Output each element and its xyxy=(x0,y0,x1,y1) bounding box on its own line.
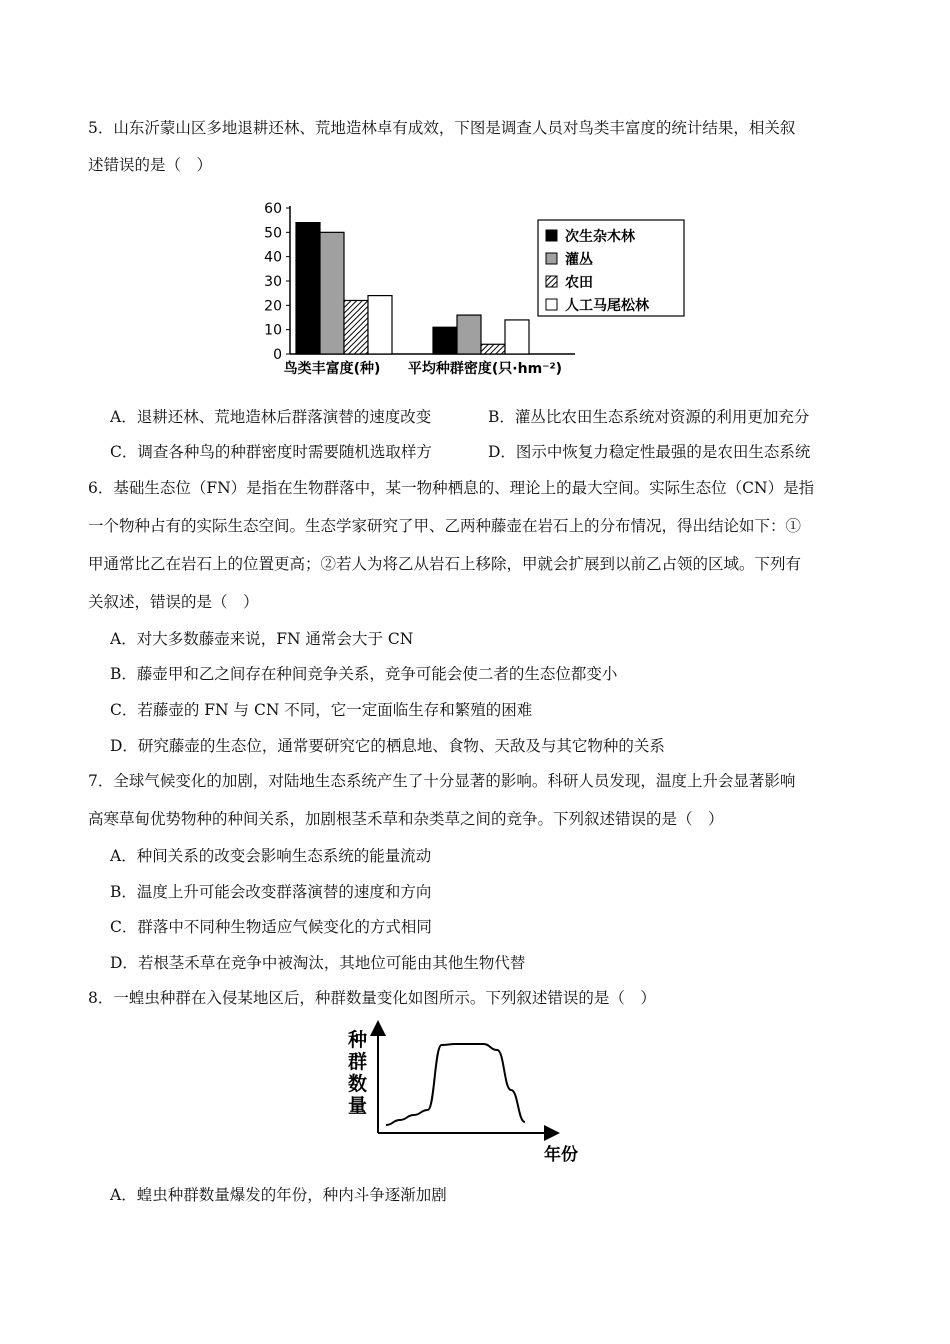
bird-richness-bar-chart xyxy=(240,196,700,381)
q7-option-d[interactable]: D．若根茎禾草在竞争中被淘汰，其地位可能由其他生物代替 xyxy=(110,954,526,972)
bar-chart-y-tick-label: 60 xyxy=(264,201,282,217)
bar-chart-x-labels xyxy=(284,360,563,377)
q5-option-b[interactable]: B．灌丛比农田生态系统对资源的利用更加充分 xyxy=(488,408,810,426)
bar-chart-legend xyxy=(538,220,684,316)
legend-swatch-次生杂木林 xyxy=(546,230,557,241)
q5-option-a[interactable]: A．退耕还林、荒地造林后群落演替的速度改变 xyxy=(110,408,432,426)
locust-population-line-chart xyxy=(340,1020,600,1170)
line-chart-y-label-char: 量 xyxy=(348,1095,368,1117)
legend-swatch-农田 xyxy=(546,276,557,287)
bar-次生杂木林-1 xyxy=(433,327,457,354)
bar-人工马尾松林-1 xyxy=(505,320,529,354)
q6-stem-line3: 甲通常比乙在岩石上的位置更高；②若人为将乙从岩石上移除，甲就会扩展到以前乙占领的区域。下列有 xyxy=(88,555,802,573)
bar-chart-x-label: 鸟类丰富度(种) xyxy=(283,361,381,377)
line-chart-x-label: 年份 xyxy=(544,1145,578,1165)
bar-chart-y-ticks xyxy=(264,201,290,363)
bar-chart-bars xyxy=(296,223,529,354)
line-chart-series-line xyxy=(386,1044,525,1125)
q7-option-c[interactable]: C．群落中不同种生物适应气候变化的方式相同 xyxy=(110,918,432,936)
q6-option-b[interactable]: B．藤壶甲和乙之间存在种间竞争关系，竞争可能会使二者的生态位都变小 xyxy=(110,665,618,683)
bar-chart-y-tick-label: 50 xyxy=(264,225,282,242)
q6-option-d[interactable]: D．研究藤壶的生态位，通常要研究它的栖息地、食物、天敌及与其它物种的关系 xyxy=(110,737,665,755)
q8-option-a[interactable]: A．蝗虫种群数量爆发的年份，种内斗争逐渐加剧 xyxy=(110,1186,447,1204)
q7-option-a[interactable]: A．种间关系的改变会影响生态系统的能量流动 xyxy=(110,847,432,865)
legend-swatch-人工马尾松林 xyxy=(546,299,557,310)
bar-农田-1 xyxy=(481,344,505,354)
legend-label-人工马尾松林: 人工马尾松林 xyxy=(565,298,649,314)
legend-label-次生杂木林: 次生杂木林 xyxy=(565,229,635,245)
legend-swatch-灌丛 xyxy=(546,253,557,264)
q5-stem-line2: 述错误的是（ ） xyxy=(88,156,213,174)
bar-次生杂木林-0 xyxy=(296,223,320,354)
q5-option-c[interactable]: C．调查各种鸟的种群密度时需要随机选取样方 xyxy=(110,443,432,461)
line-chart-y-label xyxy=(347,1028,367,1117)
bar-农田-0 xyxy=(344,300,368,354)
q5-option-d[interactable]: D．图示中恢复力稳定性最强的是农田生态系统 xyxy=(488,443,811,461)
line-chart-y-label-char: 数 xyxy=(348,1073,368,1095)
line-chart-y-label-char: 群 xyxy=(348,1051,368,1073)
q8-stem-line1: 8．一蝗虫种群在入侵某地区后，种群数量变化如图所示。下列叙述错误的是（ ） xyxy=(88,989,656,1007)
legend-label-灌丛: 灌丛 xyxy=(565,252,593,268)
bar-chart-y-tick-label: 40 xyxy=(264,249,282,266)
q7-stem-line1: 7．全球气候变化的加剧，对陆地生态系统产生了十分显著的影响。科研人员发现，温度上升会显著影响 xyxy=(88,772,796,790)
bar-人工马尾松林-0 xyxy=(368,296,392,354)
q7-option-b[interactable]: B．温度上升可能会改变群落演替的速度和方向 xyxy=(110,883,432,901)
q5-stem-line1: 5．山东沂蒙山区多地退耕还林、荒地造林卓有成效，下图是调查人员对鸟类丰富度的统计结果，相关叙 xyxy=(88,119,796,137)
bar-灌丛-0 xyxy=(320,232,344,354)
bar-灌丛-1 xyxy=(457,315,481,354)
bar-chart-y-tick-label: 0 xyxy=(273,347,282,363)
bar-chart-y-tick-label: 20 xyxy=(264,298,282,315)
legend-label-农田: 农田 xyxy=(565,275,593,291)
line-chart-y-label-char: 种 xyxy=(348,1029,368,1051)
q6-option-c[interactable]: C．若藤壶的 FN 与 CN 不同，它一定面临生存和繁殖的困难 xyxy=(110,701,533,719)
q6-option-a[interactable]: A．对大多数藤壶来说，FN 通常会大于 CN xyxy=(110,630,414,648)
q7-stem-line2: 高寒草甸优势物种的种间关系，加剧根茎禾草和杂类草之间的竞争。下列叙述错误的是（ ） xyxy=(88,810,724,828)
bar-chart-y-tick-label: 30 xyxy=(264,274,282,290)
bar-chart-y-tick-label: 10 xyxy=(264,322,282,339)
q6-stem-line4: 关叙述，错误的是（ ） xyxy=(88,593,259,611)
q6-stem-line1: 6．基础生态位（FN）是指在生物群落中，某一物种栖息的、理论上的最大空间。实际生态位（CN）是指 xyxy=(88,479,815,497)
bar-chart-x-label: 平均种群密度(只·hm⁻²) xyxy=(407,361,563,377)
q6-stem-line2: 一个物种占有的实际生态空间。生态学家研究了甲、乙两种藤壶在岩石上的分布情况，得出结论如下：① xyxy=(88,517,802,535)
